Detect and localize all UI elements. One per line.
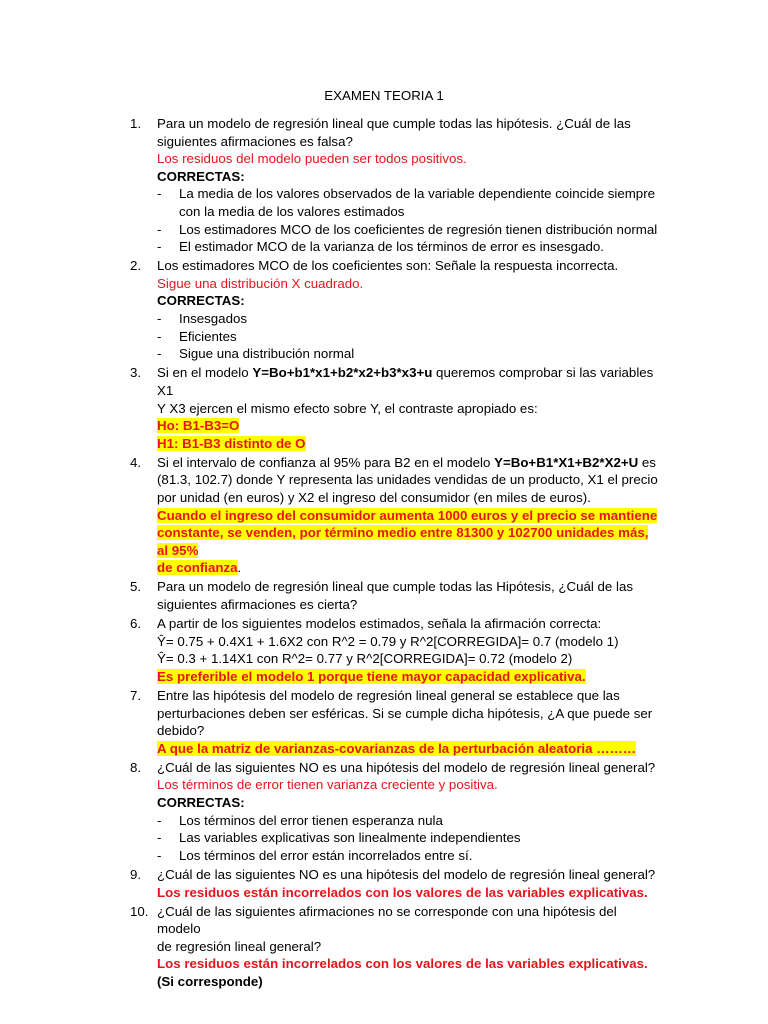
answer-text: Los residuos están incorrelados con los valores de las variables explicativas. <box>157 956 648 972</box>
question-number: 4. <box>130 454 142 470</box>
answer-text: Los términos de error tienen varianza creciente y positiva. <box>157 777 498 793</box>
list-item: - Sigue una distribución normal <box>157 346 355 362</box>
list-item: - Las variables explicativas son linealmente independientes <box>157 830 521 846</box>
question-number: 9. <box>130 866 142 882</box>
correct-list <box>157 185 660 255</box>
correctas-label: CORRECTAS: <box>157 293 245 309</box>
list-item: - El estimador MCO de la varianza de los términos de error es insesgado. <box>157 239 604 255</box>
question-6 <box>130 615 660 685</box>
answer-h1: H1: B1-B3 distinto de O <box>157 435 306 451</box>
question-10 <box>130 903 660 991</box>
list-item: - Los términos del error están incorrelados entre sí. <box>157 847 473 863</box>
question-list <box>130 115 660 992</box>
question-7 <box>130 687 660 757</box>
model-2-equation: Ŷ= 0.3 + 1.14X1 con R^2= 0.77 y R^2[CORREGIDA]= 0.72 (modelo 2) <box>157 651 573 667</box>
answer-h0: Ho: B1-B3=O <box>157 418 240 434</box>
question-text: ¿Cuál de las siguientes afirmaciones no se corresponde con una hipótesis del modelo <box>157 903 617 937</box>
question-text: Y X3 ejercen el mismo efecto sobre Y, el contraste apropiado es: <box>157 400 538 416</box>
question-text: ¿Cuál de las siguientes NO es una hipótesis del modelo de regresión lineal general? <box>157 759 656 775</box>
question-text: siguientes afirmaciones es falsa? <box>157 133 353 149</box>
question-3 <box>130 364 660 452</box>
list-item: - La media de los valores observados de la variable dependiente coincide siempre con la media de los valores estimados <box>157 186 656 219</box>
answer-text: Es preferible el modelo 1 porque tiene mayor capacidad explicativa. <box>157 668 586 684</box>
correctas-label: CORRECTAS: <box>157 795 245 811</box>
question-text: Si el intervalo de confianza al 95% para B2 en el modelo Y=Bo+B1*X1+B2*X2+U es <box>157 454 656 470</box>
question-text: Los estimadores MCO de los coeficientes son: Señale la respuesta incorrecta. <box>157 258 619 274</box>
question-text: por unidad (en euros) y X2 el ingreso del consumidor (en miles de euros). <box>157 489 591 505</box>
question-1 <box>130 115 660 256</box>
question-number: 3. <box>130 365 142 381</box>
list-item: - Los estimadores MCO de los coeficientes de regresión tienen distribución normal <box>157 221 658 237</box>
answer-note: (Si corresponde) <box>157 974 263 989</box>
answer-text: Cuando el ingreso del consumidor aumenta 1000 euros y el precio se mantiene <box>157 507 658 523</box>
question-text: ¿Cuál de las siguientes NO es una hipótesis del modelo de regresión lineal general? <box>157 866 656 882</box>
question-text: Entre las hipótesis del modelo de regresión lineal general se establece que las <box>157 688 620 703</box>
answer-text: Los residuos están incorrelados con los valores de las variables explicativas. <box>157 884 648 900</box>
question-text: Para un modelo de regresión lineal que cumple todas las hipótesis. ¿Cuál de las <box>157 116 631 131</box>
answer-text: de confianza <box>157 560 238 576</box>
question-number: 6. <box>130 616 142 632</box>
list-item: - Eficientes <box>157 328 237 344</box>
question-number: 8. <box>130 759 142 775</box>
model-1-equation: Ŷ= 0.75 + 0.4X1 + 1.6X2 con R^2 = 0.79 y R^2[CORREGIDA]= 0.7 (modelo 1) <box>157 633 619 649</box>
question-2 <box>130 257 660 363</box>
question-text: Para un modelo de regresión lineal que cumple todas las Hipótesis, ¿Cuál de las <box>157 579 634 595</box>
question-4: 4. Si el intervalo de confianza al 95% para B2 en el modelo Y=Bo+B1*X1+B2*X2+U es (81.3, 102.7) donde Y representa las unidades vendidas de un producto, X1 el precio por unidad (en euros) y X2 el ingreso del consumidor (en miles de euros). Cuando el ingreso del consumidor aumenta 1000 euros y el precio se mantiene constante, se venden, por término medio entre 81300 y 102700 unidades más, al 95% de confianza. <box>130 454 660 577</box>
answer-text: constante, se venden, por término medio entre 81300 y 102700 unidades más, al 95% <box>157 525 649 558</box>
question-number: 1. <box>130 116 142 131</box>
answer-text: Sigue una distribución X cuadrado. <box>157 275 364 291</box>
question-8 <box>130 759 660 865</box>
answer-text: A que la matriz de varianzas-covarianzas de la perturbación aleatoria ……… <box>157 740 637 756</box>
question-text: debido? <box>157 723 205 739</box>
question-number: 10. <box>130 903 149 919</box>
correctas-label: CORRECTAS: <box>157 168 245 184</box>
question-text: (81.3, 102.7) donde Y representa las unidades vendidas de un producto, X1 el precio <box>157 472 658 488</box>
question-number: 5. <box>130 579 142 595</box>
correct-list <box>157 310 660 363</box>
question-5 <box>130 578 660 613</box>
question-text: siguientes afirmaciones es cierta? <box>157 597 358 613</box>
list-item: - Los términos del error tienen esperanza nula <box>157 812 443 828</box>
exam-title: EXAMEN TEORIA 1 <box>324 88 444 103</box>
question-number: 7. <box>130 688 142 703</box>
question-text: Si en el modelo Y=Bo+b1*x1+b2*x2+b3*x3+u queremos comprobar si las variables X1 <box>157 365 654 398</box>
correct-list <box>157 812 660 865</box>
question-text: de regresión lineal general? <box>157 938 322 954</box>
question-text: A partir de los siguientes modelos estimados, señala la afirmación correcta: <box>157 616 602 632</box>
question-text: perturbaciones deben ser esféricas. Si se cumple dicha hipótesis, ¿A que puede ser <box>157 705 653 721</box>
question-number: 2. <box>130 258 142 274</box>
list-item: - Insesgados <box>157 311 248 327</box>
answer-text: Los residuos del modelo pueden ser todos positivos. <box>157 151 467 167</box>
question-9 <box>130 866 660 901</box>
